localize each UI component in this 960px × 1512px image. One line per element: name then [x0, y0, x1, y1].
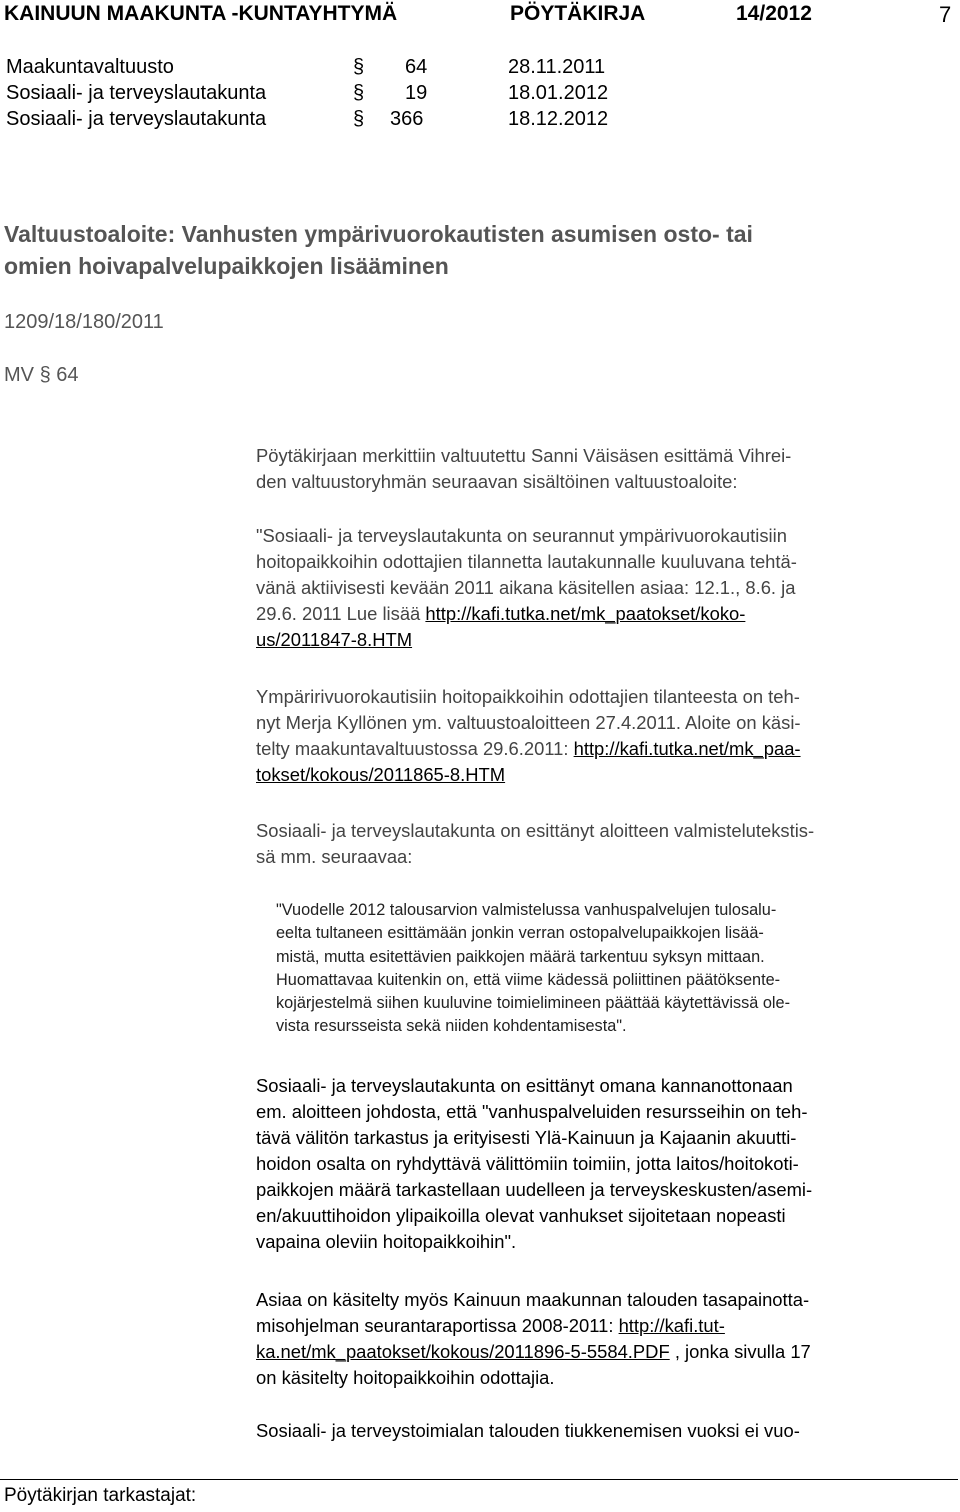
text-line: vänä aktiivisesti kevään 2011 aikana käsitellen asiaa: 12.1., 8.6. ja — [256, 577, 796, 598]
text-line — [256, 762, 956, 788]
quote-line: "Vuodelle 2012 talousarvion valmistelussa vanhuspalvelujen tulosalu- — [276, 901, 777, 919]
reference-section: 366 — [390, 108, 424, 130]
text-line: on käsitelty hoitopaikkoihin odottajia. — [256, 1367, 555, 1388]
reference-section: 19 — [405, 82, 428, 104]
header-org: KAINUUN MAAKUNTA -KUNTAYHTYMÄ — [4, 2, 398, 25]
text-line — [256, 627, 956, 653]
diary-number: 1209/18/180/2011 — [4, 311, 164, 333]
footer-divider — [0, 1479, 958, 1480]
quote-line: eelta tultaneen esittämään jonkin verran ostopalvelupaikkojen lisää- — [276, 924, 764, 943]
text-fragment: misohjelman seurantaraportissa 2008-2011: — [256, 1315, 619, 1336]
council-minutes-link[interactable]: http://kafi.tutka.net/mk_paa- — [573, 738, 801, 759]
text-line: tävä välitön tarkastus ja erityisesti Ylä-Kainuun ja Kajaanin akuutti- — [256, 1127, 797, 1148]
text-line: sä mm. seuraavaa: — [256, 846, 413, 867]
minutes-link-continued[interactable]: us/2011847-8.HTM — [256, 629, 413, 650]
text-line: hoitopaikkoihin odottajien tilannetta lautakunnalle kuuluvana tehtä- — [256, 551, 797, 572]
paragraph-previous-initiative — [256, 684, 956, 788]
text-line: Sosiaali- ja terveyslautakunta on esittänyt omana kannanottonaan — [256, 1075, 793, 1096]
text-line: vapaina oleviin hoitopaikkoihin". — [256, 1231, 517, 1252]
mv-label: MV — [4, 364, 34, 386]
report-link[interactable]: http://kafi.tut- — [618, 1315, 725, 1336]
reference-body: Maakuntavaltuusto — [6, 56, 174, 78]
header-doc-number: 14/2012 — [736, 2, 812, 25]
page-number: 7 — [939, 2, 952, 27]
text-line: nyt Merja Kyllönen ym. valtuustoaloitteen 27.4.2011. Aloite on käsi- — [256, 712, 801, 733]
title-line: Valtuustoaloite: Vanhusten ympärivuorokautisten asumisen osto- tai — [4, 221, 753, 247]
text-line: den valtuustoryhmän seuraavan sisältöinen valtuustoaloite: — [256, 471, 738, 492]
reference-date: 28.11.2011 — [508, 56, 606, 78]
quote-line: kojärjestelmä siihen kuuluvine toimielimineen päättää käytettävissä ole- — [276, 994, 791, 1013]
quote-line: Huomattavaa kuitenkin on, että viime kädessä poliittinen päätöksente- — [276, 970, 781, 989]
text-line: Pöytäkirjaan merkittiin valtuutettu Sanni Väisäsen esittämä Vihrei- — [256, 445, 792, 466]
paragraph-preparation — [256, 818, 956, 870]
text-line — [256, 1339, 956, 1365]
text-line: em. aloitteen johdosta, että "vanhuspalveluiden resursseihin on teh- — [256, 1101, 808, 1122]
text-line — [256, 1313, 956, 1339]
section-symbol: § — [353, 56, 365, 78]
title-line: omien hoivapalvelupaikkojen lisääminen — [4, 253, 449, 279]
quote-line: vista resursseista sekä niiden kohdentamisesta". — [276, 1017, 627, 1036]
footer-label: Pöytäkirjan tarkastajat: — [4, 1485, 197, 1506]
text-line: hoidon osalta on ryhdyttävä välittömiin toimiin, jotta laitos/hoitokoti- — [256, 1153, 799, 1174]
reference-body: Sosiaali- ja terveyslautakunta — [6, 108, 267, 130]
paragraph-balancing-programme — [256, 1287, 956, 1391]
council-minutes-link-continued[interactable]: tokset/kokous/2011865-8.HTM — [256, 764, 506, 785]
text-line: Sosiaali- ja terveystoimialan talouden tiukkenemisen vuoksi ei vuo- — [256, 1420, 800, 1441]
text-line: Asiaa on käsitelty myös Kainuun maakunnan talouden tasapainotta- — [256, 1289, 810, 1310]
reference-date: 18.01.2012 — [508, 82, 609, 104]
text-line: Sosiaali- ja terveyslautakunta on esittänyt aloitteen valmistelutekstis- — [256, 820, 815, 841]
reference-date: 18.12.2012 — [508, 108, 609, 130]
paragraph-position — [256, 1073, 956, 1255]
header-doc-type: PÖYTÄKIRJA — [510, 2, 646, 25]
reference-body: Sosiaali- ja terveyslautakunta — [6, 82, 267, 104]
report-link-continued[interactable]: ka.net/mk_paatokset/kokous/2011896-5-5584.PDF — [256, 1341, 670, 1362]
quoted-statement — [276, 899, 946, 1039]
text-line: "Sosiaali- ja terveyslautakunta on seurannut ympärivuorokautisiin — [256, 525, 787, 546]
text-line: Ympäririvuorokautisiin hoitopaikkoihin odottajien tilanteesta on teh- — [256, 686, 800, 707]
text-fragment: telty maakuntavaltuustossa 29.6.2011: — [256, 738, 574, 759]
minutes-link[interactable]: http://kafi.tutka.net/mk_paatokset/koko- — [425, 603, 746, 624]
text-line — [256, 601, 956, 627]
paragraph-finance — [256, 1418, 956, 1444]
section-symbol: § — [353, 82, 365, 104]
section-symbol: § — [39, 364, 51, 386]
text-line — [256, 736, 956, 762]
paragraph-intro — [256, 443, 956, 495]
text-line: paikkojen määrä tarkastellaan uudelleen ja terveyskeskusten/asemi- — [256, 1179, 813, 1200]
text-fragment: 29.6. 2011 Lue lisää — [256, 603, 426, 624]
section-symbol: § — [353, 108, 365, 130]
reference-section: 64 — [405, 56, 428, 78]
mv-number: 64 — [56, 364, 79, 386]
quote-line: mistä, mutta esitettävien paikkojen määrä tarkentuu syksyn mittaan. — [276, 947, 765, 966]
mv-reference — [4, 364, 79, 387]
document-title — [4, 218, 753, 282]
text-fragment: , jonka sivulla 17 — [669, 1341, 811, 1362]
text-line: en/akuuttihoidon ylipaikoilla olevat vanhukset sijoitetaan nopeasti — [256, 1205, 786, 1226]
paragraph-initiative — [256, 523, 956, 653]
